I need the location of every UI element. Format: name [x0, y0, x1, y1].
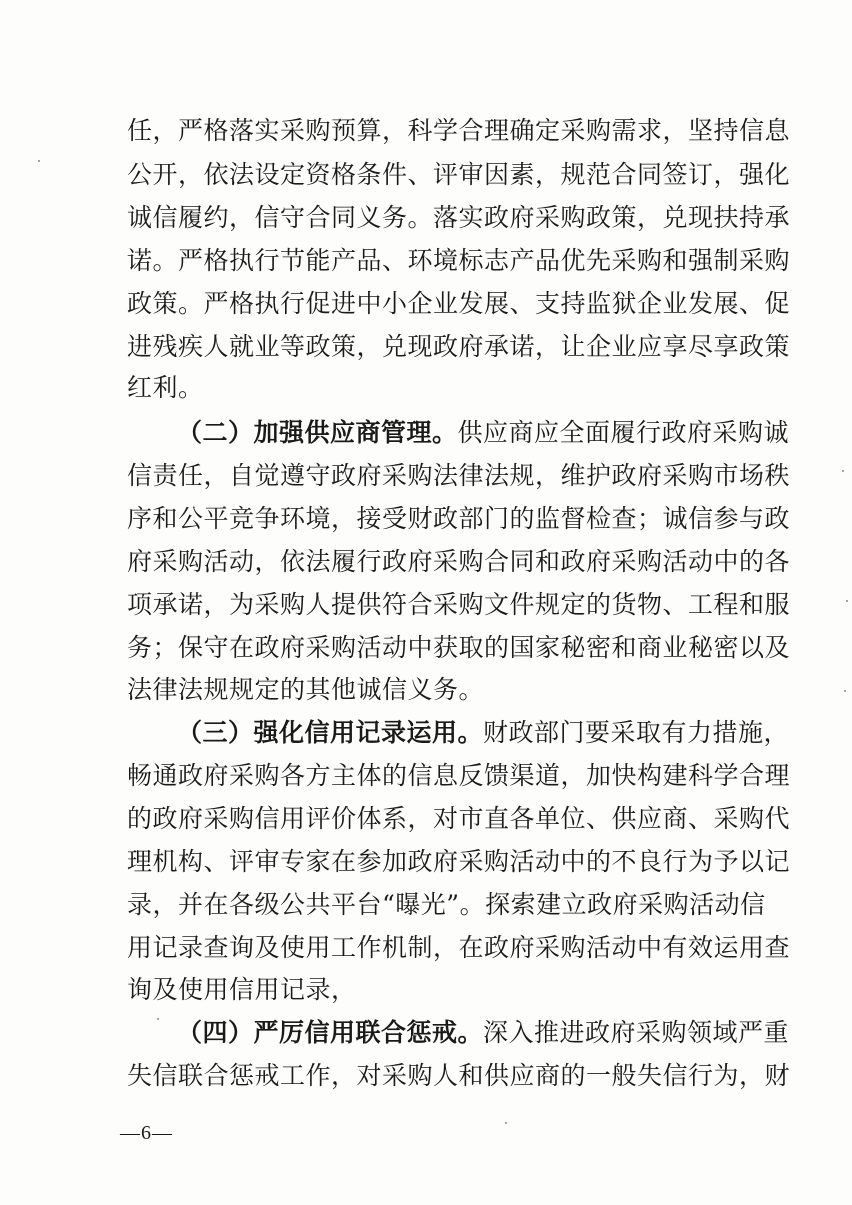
scan-speck	[157, 1018, 159, 1020]
section-3-heading: （三）强化信用记录运用。	[177, 718, 484, 747]
section-3-text: 财政部门要采取有力措施，	[483, 718, 790, 747]
scan-speck	[505, 1122, 507, 1124]
paragraph-line: 法律法规规定的其他诚信义务。	[127, 675, 485, 704]
paragraph-line: 任，严格落实采购预算，科学合理确定采购需求，坚持信息	[127, 116, 791, 145]
paragraph-line: 红利。	[127, 373, 204, 402]
scan-speck	[38, 160, 40, 162]
section-4-first-line	[177, 1018, 790, 1048]
paragraph-line: 诚信履约，信守合同义务。落实政府采购政策，兑现扶持承	[127, 203, 791, 232]
section-4-heading: （四）严厉信用联合惩戒。	[177, 1018, 484, 1047]
paragraph-line: 的政府采购信用评价体系，对市直各单位、供应商、采购代	[127, 804, 791, 833]
paragraph-line: 序和公平竞争环境，接受财政部门的监督检查；诚信参与政	[127, 504, 791, 533]
paragraph-line: 用记录查询及使用工作机制，在政府采购活动中有效运用查	[127, 933, 791, 962]
section-2-first-line	[177, 418, 790, 448]
section-3-first-line	[177, 718, 790, 748]
paragraph-line: 失信联合惩戒工作，对采购人和供应商的一般失信行为，财	[127, 1061, 791, 1090]
paragraph-line: 项承诺，为采购人提供符合采购文件规定的货物、工程和服	[127, 590, 791, 619]
paragraph-line: 询及使用信用记录，	[127, 975, 357, 1004]
paragraph-line: 公开，依法设定资格条件、评审因素，规范合同签订，强化	[127, 160, 791, 189]
page-number: —6—	[120, 1122, 173, 1144]
paragraph-line: 政策。严格执行促进中小企业发展、支持监狱企业发展、促	[127, 289, 791, 318]
paragraph-line: 信责任，自觉遵守政府采购法律法规，维护政府采购市场秩	[127, 461, 791, 490]
scan-speck	[844, 690, 846, 692]
paragraph-line: 务；保守在政府采购活动中获取的国家秘密和商业秘密以及	[127, 633, 791, 662]
scan-speck	[846, 600, 848, 602]
paragraph-line: 诺。严格执行节能产品、环境标志产品优先采购和强制采购	[127, 246, 791, 275]
paragraph-line: 府采购活动，依法履行政府采购合同和政府采购活动中的各	[127, 547, 791, 576]
paragraph-line: 进残疾人就业等政策，兑现政府承诺，让企业应享尽享政策	[127, 332, 791, 361]
paragraph-line: 理机构、评审专家在参加政府采购活动中的不良行为予以记	[127, 847, 791, 876]
section-4-text: 深入推进政府采购领域严重	[483, 1018, 790, 1047]
section-2-heading: （二）加强供应商管理。	[177, 418, 458, 447]
section-2-text: 供应商应全面履行政府采购诚	[457, 418, 790, 447]
paragraph-line: 畅通政府采购各方主体的信息反馈渠道，加快构建科学合理	[127, 761, 791, 790]
paragraph-line: 录，并在各级公共平台“曝光”。探索建立政府采购活动信	[127, 890, 766, 919]
scan-speck	[842, 470, 844, 472]
